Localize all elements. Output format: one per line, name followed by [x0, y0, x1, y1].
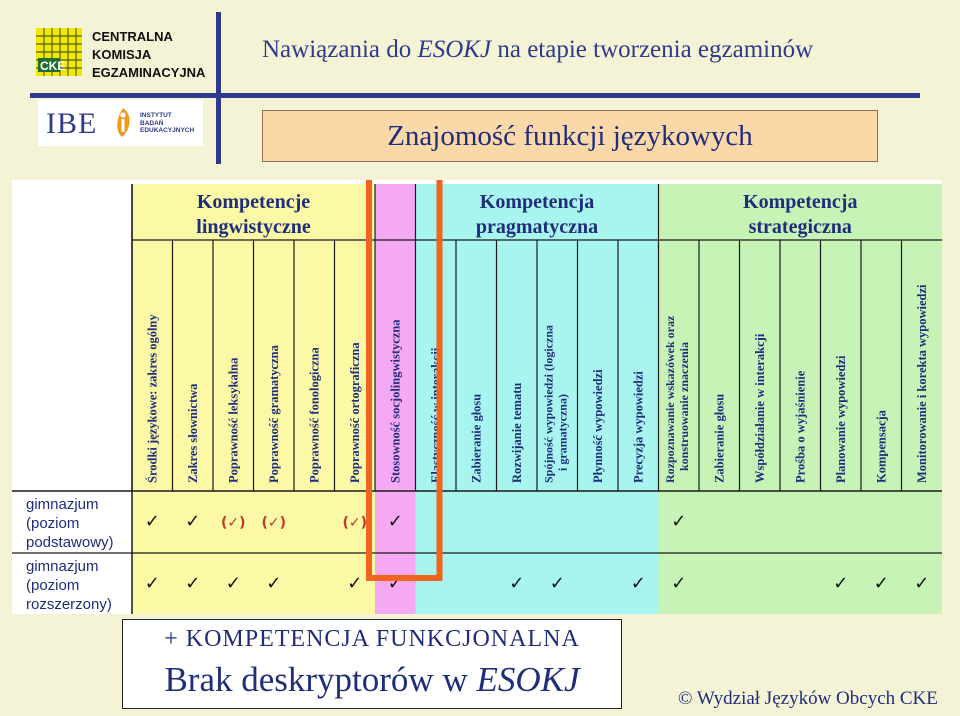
check-mark: ✓ — [144, 511, 160, 532]
column-label: Rozwijanie tematu — [509, 382, 524, 483]
row-label: rozszerzony) — [26, 596, 112, 613]
check-mark: ✓ — [387, 511, 403, 532]
check-mark: ✓ — [347, 573, 363, 594]
org-name-line1: CENTRALNA — [92, 29, 173, 44]
no-descriptors-italic: ESOKJ — [476, 660, 580, 699]
copyright-text: © Wydział Języków Obcych CKE — [678, 688, 938, 709]
slide-title — [262, 36, 813, 64]
check-mark: ✓ — [671, 573, 687, 594]
check-mark: (✓) — [261, 515, 287, 531]
check-mark: ✓ — [671, 511, 687, 532]
column-label: Współdziałanie w interakcji — [752, 333, 767, 483]
competence-group-subtitle: strategiczna — [748, 216, 852, 238]
ibe-name-line1: INSTYTUT — [140, 112, 172, 119]
check-mark: ✓ — [185, 511, 201, 532]
ibe-logo — [38, 100, 203, 146]
column-label: Precyzja wypowiedzi — [631, 371, 646, 483]
bottom-note-box — [122, 619, 622, 709]
competence-table — [12, 180, 942, 614]
check-mark: ✓ — [144, 573, 160, 594]
ibe-logo-text: IBE — [46, 107, 98, 140]
check-mark: (✓) — [342, 515, 368, 531]
column-label: Poprawność fonologiczna — [307, 347, 322, 483]
check-mark: ✓ — [833, 573, 849, 594]
column-label: Zakres słownictwa — [185, 383, 200, 483]
column-label: Poprawność ortograficzna — [347, 342, 362, 483]
ibe-name — [140, 112, 194, 135]
column-label: Zabieranie głosu — [712, 393, 727, 483]
column-label: Poprawność leksykalna — [226, 357, 241, 483]
check-mark: ✓ — [509, 573, 525, 594]
no-descriptors-prefix: Brak deskryptorów w — [164, 660, 477, 699]
column-label: Planowanie wypowiedzi — [833, 355, 848, 483]
check-mark: ✓ — [387, 573, 403, 594]
column-background — [861, 184, 902, 614]
competence-group-title: Kompetencja — [743, 191, 858, 213]
row-label: (poziom — [26, 577, 80, 594]
title-prefix: Nawiązania do — [262, 36, 418, 63]
column-label-line2: i gramatyczna) — [555, 394, 570, 471]
competence-group-subtitle: lingwistyczne — [196, 216, 311, 238]
check-mark: ✓ — [914, 573, 930, 594]
check-mark: (✓) — [220, 515, 246, 531]
check-mark: ✓ — [549, 573, 565, 594]
ibe-name-line3: EDUKACYJNYCH — [140, 127, 195, 134]
column-label: Poprawność gramatyczna — [266, 345, 281, 483]
check-mark: ✓ — [185, 573, 201, 594]
column-label: Spójność wypowiedzi (logiczna — [541, 324, 556, 483]
title-suffix: na etapie tworzenia egzaminów — [491, 36, 814, 63]
column-label: Monitorowanie i korekta wypowiedzi — [914, 284, 929, 483]
check-mark: ✓ — [873, 573, 889, 594]
column-label: Zabieranie głosu — [469, 393, 484, 483]
column-label: Stosowność socjolingwistyczna — [388, 319, 403, 483]
column-label: Elastyczność w interakcji — [428, 347, 443, 483]
column-label: Płynność wypowiedzi — [590, 369, 605, 483]
row-label: (poziom — [26, 515, 80, 532]
competence-group-title: Kompetencja — [479, 191, 595, 213]
title-italic: ESOKJ — [417, 36, 492, 63]
column-label: Środki językowe: zakres ogólny — [145, 314, 160, 483]
subtitle-text: Znajomość funkcji językowych — [387, 120, 753, 152]
org-name-line2: KOMISJA — [92, 47, 152, 62]
competence-group-subtitle: pragmatyczna — [475, 216, 599, 238]
check-mark: ✓ — [266, 573, 282, 594]
column-label: Kompensacja — [874, 410, 889, 483]
column-label: Prośba o wyjaśnienie — [793, 370, 808, 483]
check-mark: ✓ — [630, 573, 646, 594]
row-label: gimnazjum — [26, 558, 99, 575]
functional-competence-note: + KOMPETENCJA FUNKCJONALNA — [164, 626, 580, 652]
no-descriptors-note — [123, 660, 621, 700]
ibe-emblem-icon — [110, 106, 136, 140]
competence-group-title: Kompetencje — [196, 191, 311, 213]
row-label: podstawowy) — [26, 534, 114, 551]
column-label: Rozpoznawanie wskazówek oraz — [662, 315, 677, 483]
header-divider-vertical — [216, 12, 221, 164]
row-label: gimnazjum — [26, 496, 99, 513]
header-divider-horizontal — [30, 93, 920, 98]
org-name-line3: EGZAMINACYJNA — [92, 65, 206, 80]
cke-logo-text: CKE — [40, 59, 66, 73]
subtitle-box — [262, 110, 878, 162]
competence-table-graphic — [12, 180, 942, 614]
ibe-name-line2: BADAŃ — [140, 119, 164, 127]
check-mark: ✓ — [225, 573, 241, 594]
column-label-line2: konstruowanie znaczenia — [676, 342, 691, 471]
cke-logo — [36, 28, 82, 76]
